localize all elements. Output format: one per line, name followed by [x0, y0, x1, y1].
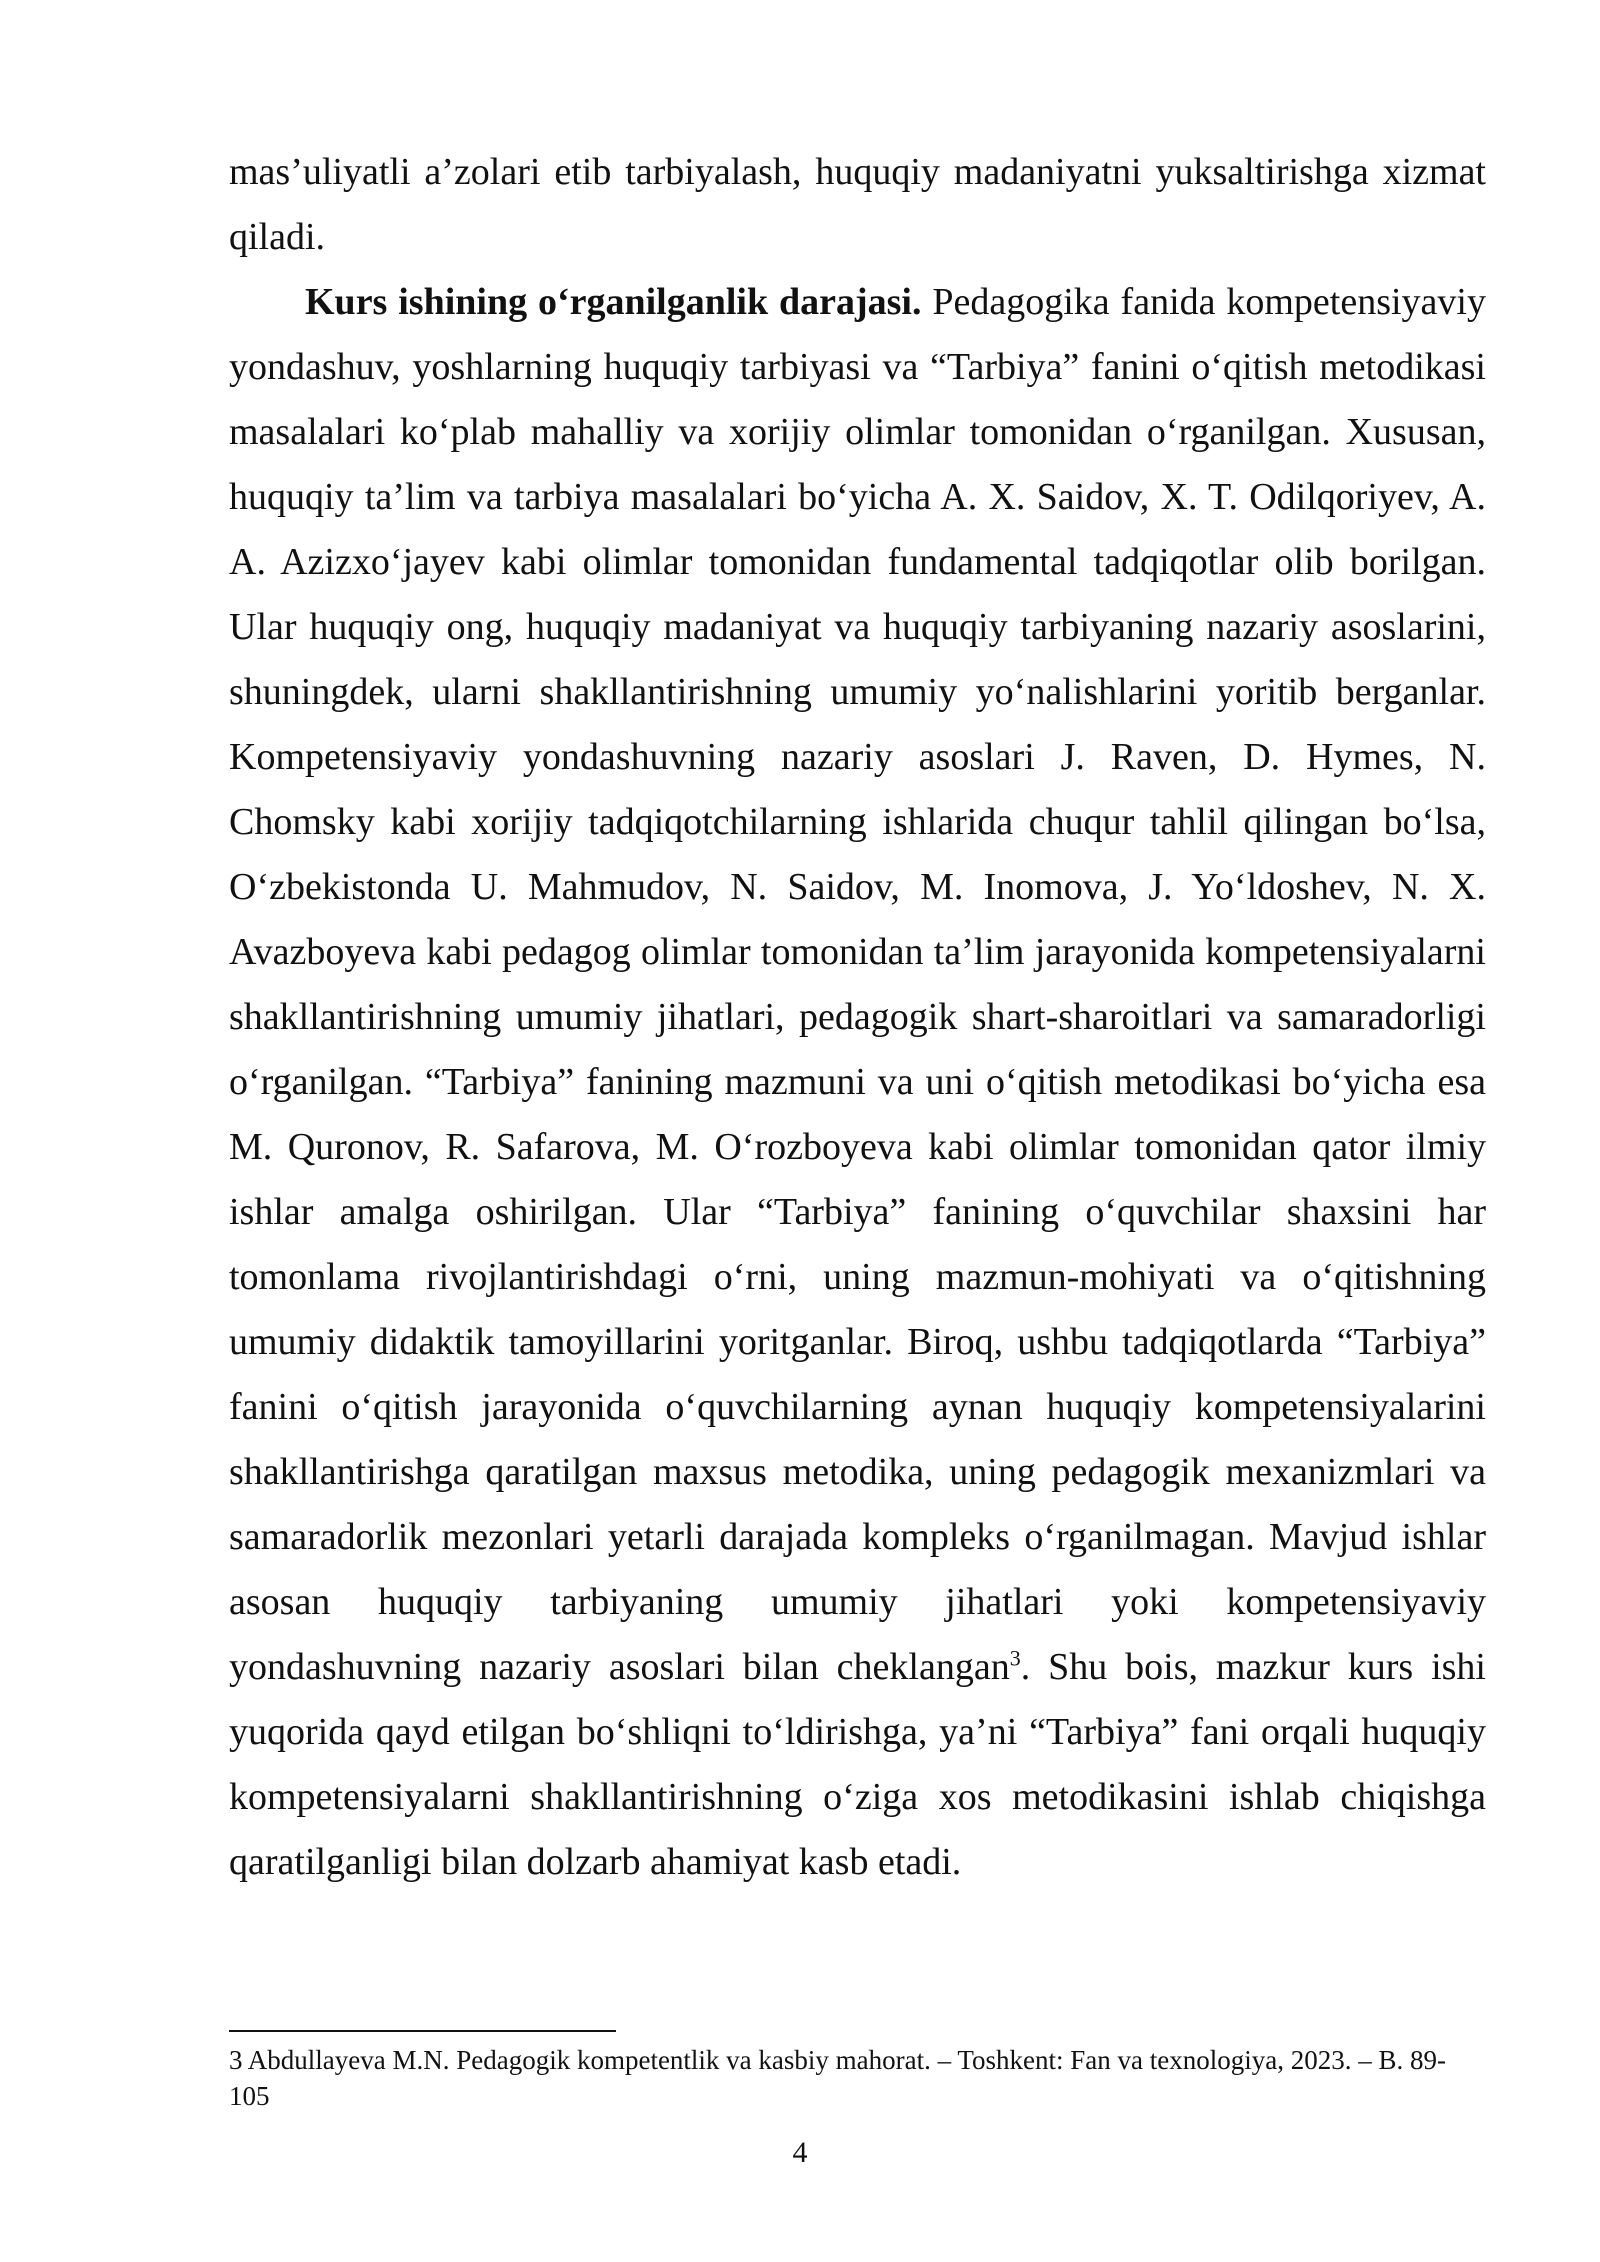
footnote: 3 Abdullayeva M.N. Pedagogik kompetentlik va kasbiy mahorat. – Toshkent: Fan va texnologiya, 2023. – B. 89-105 — [229, 2045, 1446, 2111]
section-text-after-ref: . Shu bois, mazkur kurs ishi yuqorida qayd etilgan bo‘shliqni to‘ldirishga, ya’ni “Tarbiya” fani orqali huquqiy kompetensiyalarni shakllantirishning o‘ziga xos metodikasini ishlab chiqishga qaratilganligi bilan dolzarb ahamiyat kasb etadi. — [229, 1646, 1486, 1883]
continued-paragraph: mas’uliyatli a’zolari etib tarbiyalash, huquqiy madaniyatni yuksaltirishga xizmat qiladi. — [229, 151, 1486, 258]
footnote-reference[interactable]: 3 — [1009, 1645, 1021, 1671]
page-number: 4 — [792, 2136, 808, 2169]
section-heading: Kurs ishining o‘rganilganlik darajasi. — [305, 281, 922, 323]
footnote-separator — [229, 2030, 616, 2032]
section-text-before-ref: Pedagogika fanida kompetensiyaviy yondashuv, yoshlarning huquqiy tarbiyasi va “Tarbiya” fanini o‘qitish metodikasi masalalari ko‘plab mahalliy va xorijiy olimlar tomonidan o‘rganilgan. Xususan, huquqiy ta’lim va tarbiya masalalari bo‘yicha A. X. Saidov, X. T. Odilqoriyev, A. A. Azizxo‘jayev kabi olimlar tomonidan fundamental tadqiqotlar olib borilgan. Ular huquqiy ong, huquqiy madaniyat va huquqiy tarbiyaning nazariy asoslarini, shuningdek, ularni shakllantirishning umumiy yo‘nalishlarini yoritib berganlar. Kompetensiyaviy yondashuvning nazariy asoslari J. Raven, D. Hymes, N. Chomsky kabi xorijiy tadqiqotchilarning ishlarida chuqur tahlil qilingan bo‘lsa, O‘zbekistonda U. Mahmudov, N. Saidov, M. Inomova, J. Yo‘ldoshev, N. X. Avazboyeva kabi pedagog olimlar tomonidan ta’lim jarayonida kompetensiyalarni shakllantirishning umumiy jihatlari, pedagogik shart-sharoitlari va samaradorligi o‘rganilgan. “Tarbiya” fanining mazmuni va uni o‘qitish metodikasi bo‘yicha esa M. Quronov, R. Safarova, M. O‘rozboyeva kabi olimlar tomonidan qator ilmiy ishlar amalga oshirilgan. Ular “Tarbiya” fanining o‘quvchilar shaxsini har tomonlama rivojlantirishdagi o‘rni, uning mazmun-mohiyati va o‘qitishning umumiy didaktik tamoyillarini yoritganlar. Biroq, ushbu tadqiqotlarda “Tarbiya” fanini o‘qitish jarayonida o‘quvchilarning aynan huquqiy kompetensiyalarini shakllantirishga qaratilgan maxsus metodika, uning pedagogik mexanizmlari va samaradorlik mezonlari yetarli darajada kompleks o‘rganilmagan. Mavjud ishlar asosan huquqiy tarbiyaning umumiy jihatlari yoki kompetensiyaviy yondashuvning nazariy asoslari bilan cheklangan — [229, 281, 1486, 1688]
body-text — [229, 140, 1486, 1895]
section-paragraph — [229, 270, 1486, 1895]
